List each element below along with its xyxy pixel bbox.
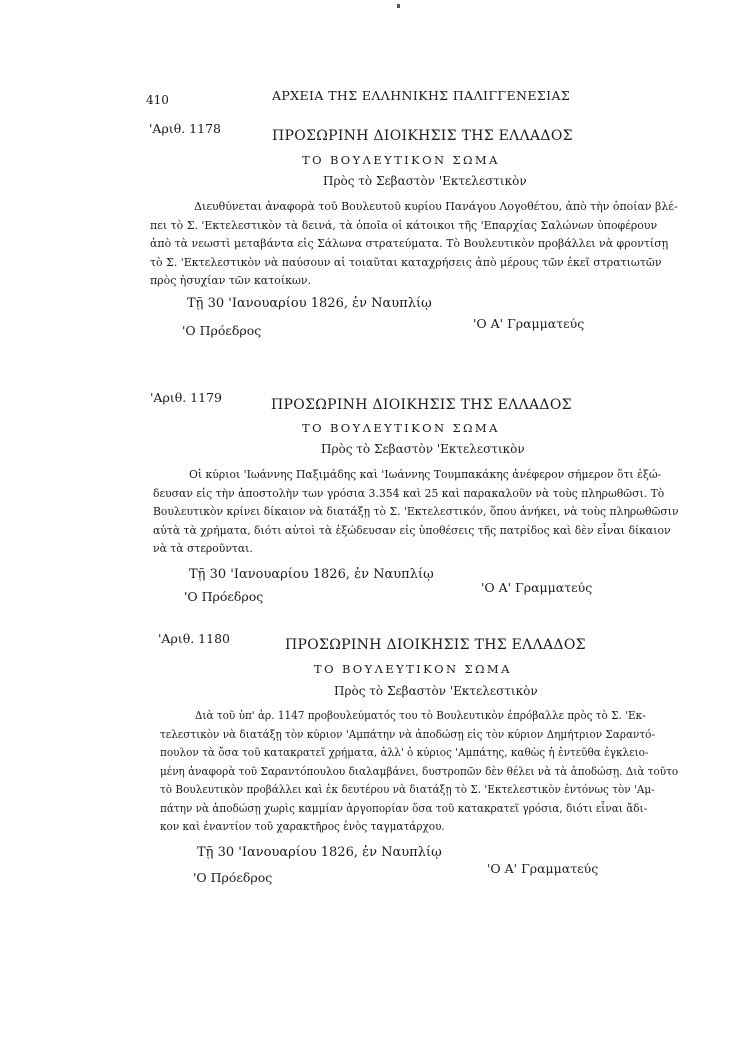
addressee: Πρὸς τὸ Σεβαστὸν 'Εκτελεστικὸν — [334, 684, 538, 698]
secretary-signature: 'Ο Α' Γραμματεύς — [487, 861, 599, 876]
government-heading: ΠΡΟΣΩΡΙΝΗ ΔΙΟΙΚΗΣΙΣ ΤΗΣ ΕΛΛΑΔΟΣ — [272, 128, 573, 144]
text-line: νὰ τὰ στεροῦνται. — [153, 541, 253, 555]
government-heading: ΠΡΟΣΩΡΙΝΗ ΔΙΟΙΚΗΣΙΣ ΤΗΣ ΕΛΛΑΔΟΣ — [285, 637, 586, 653]
document-text — [153, 465, 707, 558]
running-head: ΑΡΧΕΙΑ ΤΗΣ ΕΛΛΗΝΙΚΗΣ ΠΑΛΙΓΓΕΝΕΣΙΑΣ — [272, 88, 571, 103]
text-line: δευσαν εἰς τὴν ἀποστολὴν των γρόσια 3.354 καὶ 25 καὶ παρακαλοῦν νὰ τοὺς πληρωθῶσι. Τὸ — [153, 485, 665, 500]
text-line: πάτην νὰ ἀποδώσῃ χωρὶς καμμίαν ἀργοπορίαν ὅσα τοῦ κατακρατεῖ γρόσια, διότι εἶναι ἄδι- — [160, 800, 648, 815]
document-number: 'Αριθ. 1180 — [158, 631, 230, 646]
text-line: κον καὶ ἐναντίον τοῦ χαρακτῆρος ἑνὸς ταγματάρχου. — [160, 819, 445, 833]
addressee: Πρὸς τὸ Σεβαστὸν 'Εκτελεστικὸν — [323, 174, 527, 188]
president-signature: 'Ο Πρόεδρος — [182, 323, 262, 338]
text-line: Διὰ τοῦ ὑπ' ἀρ. 1147 προβουλεύματός του τὸ Βουλευτικὸν ἐπρόβαλλε πρὸς τὸ Σ. 'Εκ- — [194, 708, 646, 722]
document-text — [150, 197, 700, 290]
text-line: μένη ἀναφορὰ τοῦ Σαραντόπουλου διαλαμβάνει, δυστροπῶν δὲν θέλει νὰ τὰ ἀποδώσῃ. Διὰ τοῦτο — [160, 763, 679, 778]
text-line: τελεστικὸν νὰ διατάξῃ τὸν κύριον 'Αμπάτην νὰ ἀποδώσῃ εἰς τὸν κύριον Δημήτριον Σαραντό- — [160, 726, 656, 741]
text-line: ἀπὸ τὰ νεωστὶ μεταβάντα εἰς Σάλωνα στρατεύματα. Τὸ Βουλευτικὸν προβάλλει νὰ φροντίσῃ — [150, 236, 669, 250]
date-place: Τῇ 30 'Ιανουαρίου 1826, ἐν Ναυπλίῳ — [197, 845, 442, 860]
addressee: Πρὸς τὸ Σεβαστὸν 'Εκτελεστικὸν — [321, 442, 525, 456]
scan-mark — [397, 4, 400, 8]
document-text — [160, 706, 725, 836]
issuing-body: ΤΟ ΒΟΥΛΕΥΤΙΚΟΝ ΣΩΜΑ — [302, 153, 500, 167]
text-line: Οἱ κύριοι 'Ιωάννης Παξιμάδης καὶ 'Ιωάννης Τουμπακάκης ἀνέφερον σήμερον ὅτι ἐξώ- — [189, 467, 662, 481]
page-number: 410 — [146, 93, 169, 107]
issuing-body: ΤΟ ΒΟΥΛΕΥΤΙΚΟΝ ΣΩΜΑ — [314, 662, 512, 676]
government-heading: ΠΡΟΣΩΡΙΝΗ ΔΙΟΙΚΗΣΙΣ ΤΗΣ ΕΛΛΑΔΟΣ — [271, 397, 572, 413]
president-signature: 'Ο Πρόεδρος — [193, 870, 273, 885]
president-signature: 'Ο Πρόεδρος — [184, 589, 264, 604]
text-line: πρὸς ἡσυχίαν τῶν κατοίκων. — [150, 273, 311, 287]
text-line: πει τὸ Σ. 'Εκτελεστικὸν τὰ δεινά, τὰ ὁποῖα οἱ κάτοικοι τῆς 'Επαρχίας Σαλώνων ὑποφέρουν — [150, 217, 658, 232]
issuing-body: ΤΟ ΒΟΥΛΕΥΤΙΚΟΝ ΣΩΜΑ — [302, 421, 500, 435]
text-line: τὸ Σ. 'Εκτελεστικὸν νὰ παύσουν αἱ τοιαῦται καταχρήσεις ἀπὸ μέρους τῶν ἐκεῖ στρατιωτῶν — [150, 254, 662, 269]
text-line: αὐτὰ τὰ χρήματα, διότι αὐτοὶ τὰ ἐξώδευσαν εἰς ὑποθέσεις τῆς πατρίδος καὶ δὲν εἶναι δίκαιον — [153, 522, 671, 537]
text-line: Διευθύνεται ἀναφορὰ τοῦ Βουλευτοῦ κυρίου Πανάγου Λογοθέτου, ἀπὸ τὴν ὁποίαν βλέ- — [194, 199, 678, 213]
date-place: Τῇ 30 'Ιανουαρίου 1826, ἐν Ναυπλίῳ — [187, 296, 432, 311]
text-line: τὸ Βουλευτικὸν προβάλλει καὶ ἐκ δευτέρου νὰ διατάξῃ τὸ Σ. 'Εκτελεστικὸν ἐντόνως τὸν 'Αμ- — [160, 782, 655, 796]
secretary-signature: 'Ο Α' Γραμματεύς — [473, 316, 585, 331]
document-number: 'Αριθ. 1179 — [150, 390, 222, 405]
secretary-signature: 'Ο Α' Γραμματεύς — [481, 580, 593, 595]
text-line: Βουλευτικὸν κρίνει δίκαιον νὰ διατάξῃ τὸ Σ. 'Εκτελεστικόν, ὅπου ἀνήκει, νὰ τοὺς πληρωθῶσιν — [153, 504, 679, 518]
date-place: Τῇ 30 'Ιανουαρίου 1826, ἐν Ναυπλίῳ — [189, 567, 434, 582]
text-line: πουλον τὰ ὅσα τοῦ κατακρατεῖ χρήματα, ἀλλ' ὁ κύριος 'Αμπάτης, καθὼς ἡ ἐντεῦθα ἐγκλειο- — [160, 745, 649, 759]
document-number: 'Αριθ. 1178 — [149, 121, 221, 136]
